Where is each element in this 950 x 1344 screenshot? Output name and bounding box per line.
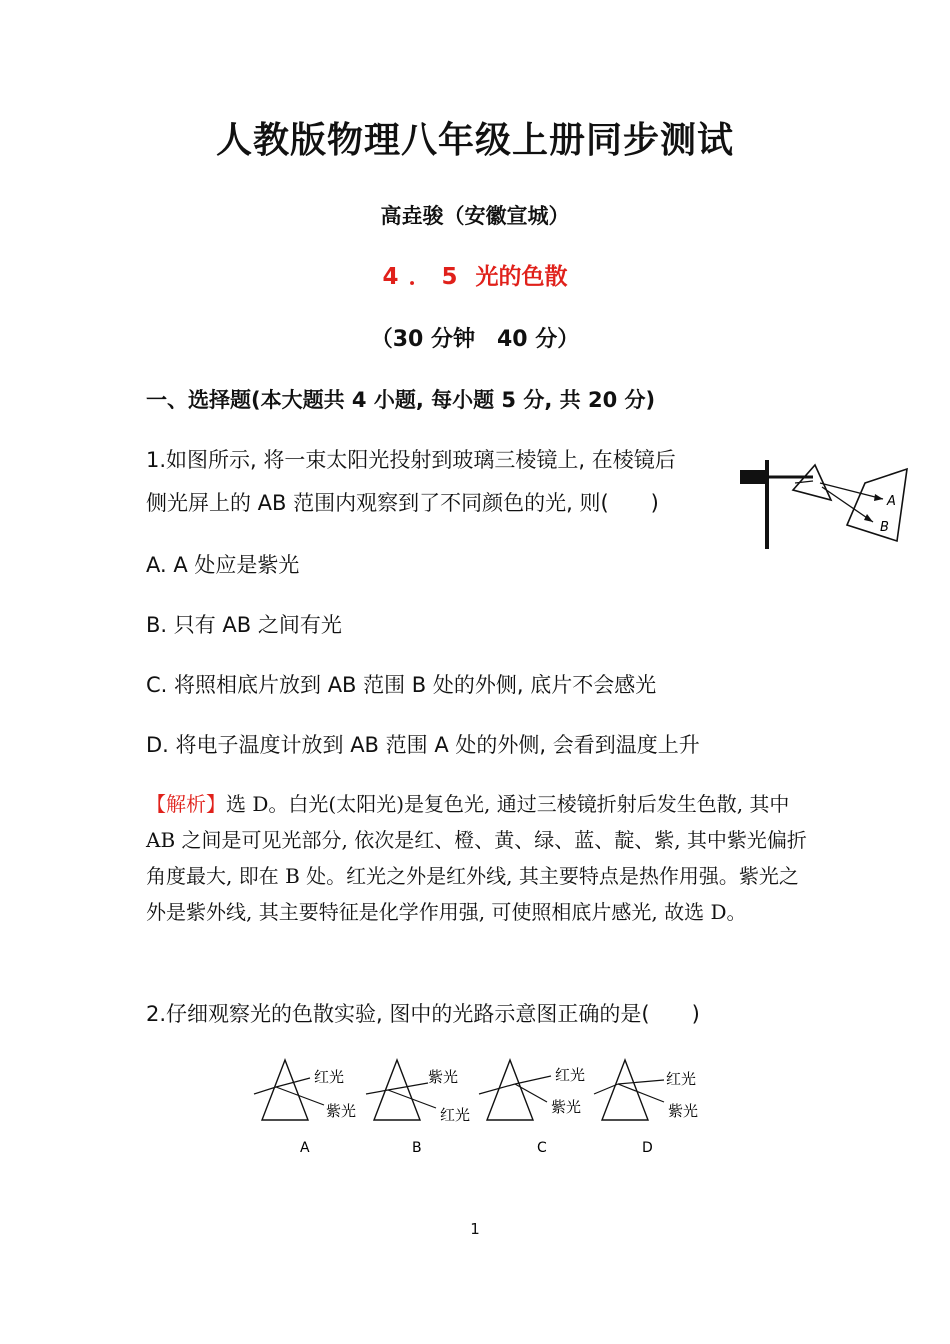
fig-b-lower-label: 红光 — [440, 1106, 471, 1124]
q1-analysis — [146, 786, 811, 930]
label-a: A — [887, 494, 896, 509]
q1-stem-line1: 1.如图所示, 将一束太阳光投射到玻璃三棱镜上, 在棱镜后 — [146, 448, 676, 472]
label-b: B — [880, 520, 889, 535]
fig-a-option: A — [300, 1140, 310, 1156]
page-number: 1 — [470, 1220, 480, 1238]
fig-c-lower-label: 紫光 — [551, 1098, 582, 1116]
q1-option-c: C. 将照相底片放到 AB 范围 B 处的外侧, 底片不会感光 — [146, 673, 657, 697]
time-limit: （30 分钟 40 分） — [370, 327, 580, 352]
stand-clamp — [740, 470, 767, 484]
fig-b-option: B — [412, 1140, 422, 1156]
incident-ray — [795, 481, 813, 483]
q2-figure-b — [366, 1060, 470, 1156]
page-title: 人教版物理八年级上册同步测试 — [215, 120, 734, 161]
q1-option-a: A. A 处应是紫光 — [146, 553, 300, 577]
fig-c-upper-label: 红光 — [555, 1066, 586, 1084]
q2-figure-a — [254, 1060, 356, 1156]
fig-d-upper-label: 红光 — [666, 1070, 697, 1088]
fig-d-option: D — [642, 1140, 653, 1156]
arrowhead-b — [864, 514, 873, 522]
analysis-tag: 【解析】 — [146, 792, 226, 816]
fig-c-option: C — [537, 1140, 547, 1156]
prism-d — [602, 1060, 648, 1120]
author-line: 高垚骏（安徽宣城） — [380, 203, 570, 228]
q2-figure-d — [594, 1060, 698, 1156]
q2-stem: 2.仔细观察光的色散实验, 图中的光路示意图正确的是( ) — [146, 1002, 700, 1026]
q2-figure-c — [479, 1060, 585, 1156]
screen — [847, 469, 907, 541]
section-number: 4．5 — [382, 264, 468, 290]
q1-prism-figure — [735, 455, 915, 555]
analysis-text: 选 D。白光(太阳光)是复色光, 通过三棱镜折射后发生色散, 其中 AB 之间是可见光部分, 依次是红、橙、黄、绿、蓝、靛、紫, 其中紫光偏折角度最大, 即在 B 处。红光之外是红外线, 其主要特点是热作用强。紫光之外是紫外线, 其主要特征是化学作用强, 可使照相底片感光, 故选 D。 — [146, 792, 807, 924]
ray-to-b — [822, 487, 873, 522]
q1-option-b: B. 只有 AB 之间有光 — [146, 613, 342, 637]
fig-d-lower-label: 紫光 — [668, 1102, 699, 1120]
fig-a-upper-label: 红光 — [314, 1068, 345, 1086]
q2-figures — [240, 1050, 720, 1170]
section-heading — [0, 258, 950, 291]
arrowhead-a — [874, 494, 883, 501]
fig-a-lower-label: 紫光 — [326, 1102, 357, 1120]
section-title: 光的色散 — [475, 264, 568, 290]
fig-b-upper-label: 紫光 — [428, 1068, 459, 1086]
q1-option-d: D. 将电子温度计放到 AB 范围 A 处的外侧, 会看到温度上升 — [146, 733, 700, 757]
part-heading: 一、选择题(本大题共 4 小题, 每小题 5 分, 共 20 分) — [146, 388, 656, 412]
q1-stem-line2: 侧光屏上的 AB 范围内观察到了不同颜色的光, 则( ) — [146, 491, 659, 515]
prism-b — [374, 1060, 420, 1120]
